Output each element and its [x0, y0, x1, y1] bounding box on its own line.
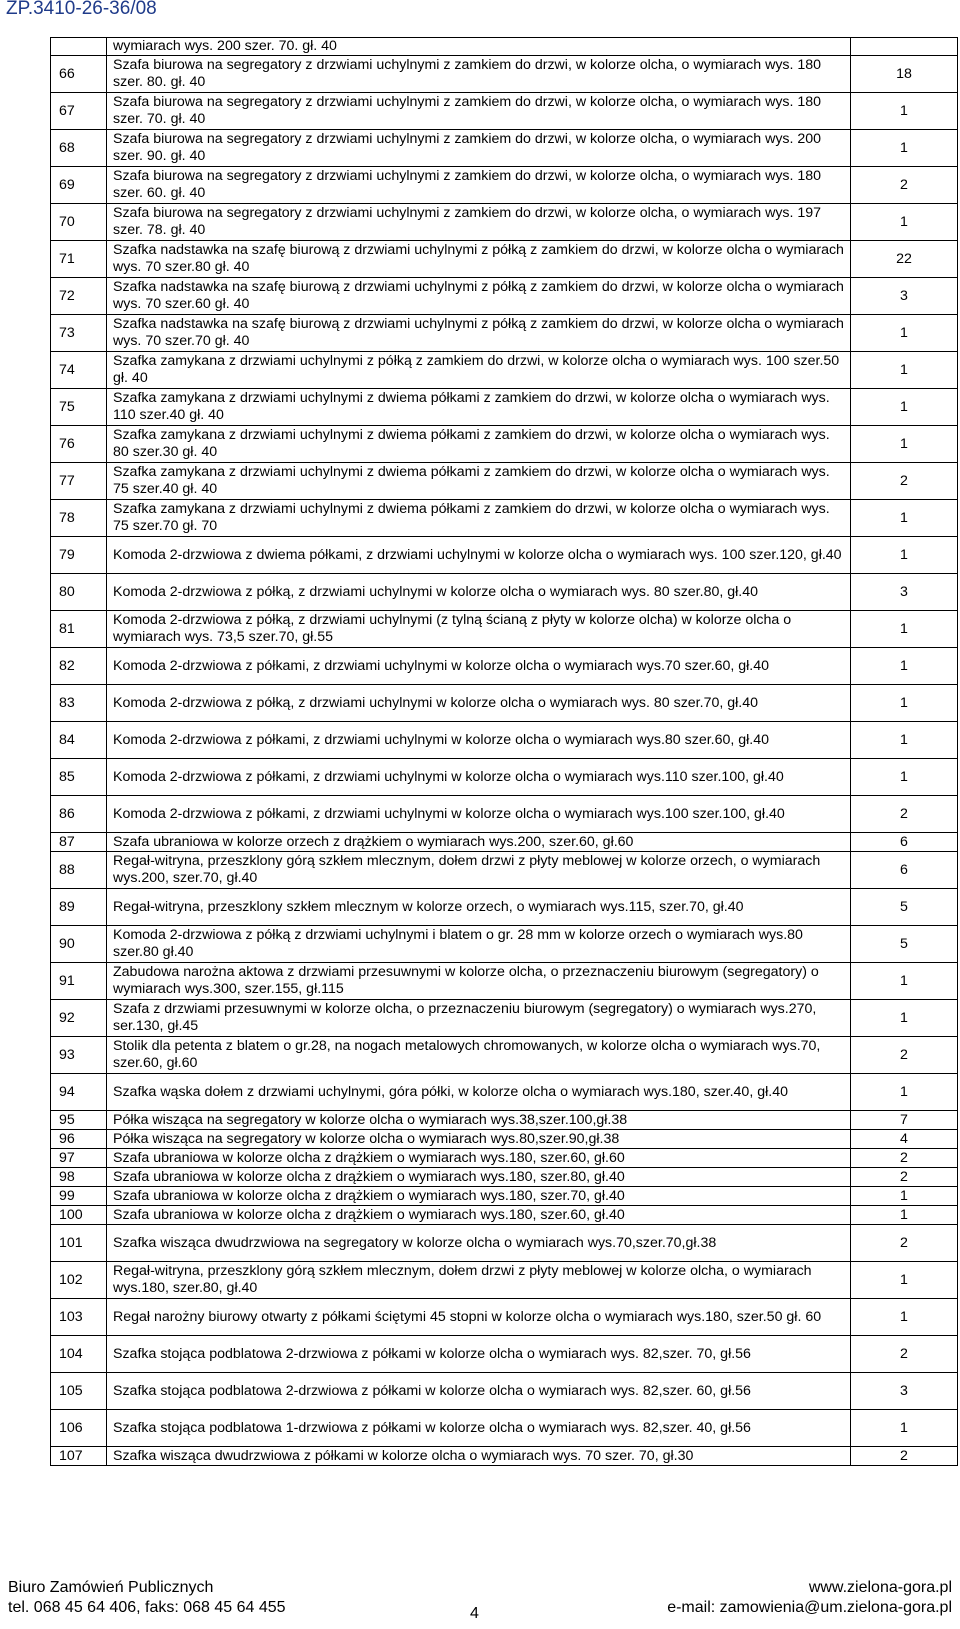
item-description: Szafka zamykana z drzwiami uchylnymi z dwiema półkami z zamkiem do drzwi, w kolorze olcha o wymiarach wys. 80 szer.30 gł. 40	[107, 426, 851, 463]
item-number: 81	[51, 611, 107, 648]
table-row	[51, 1111, 958, 1130]
table-row	[51, 574, 958, 611]
item-number: 92	[51, 1000, 107, 1037]
item-number: 66	[51, 56, 107, 93]
item-number: 94	[51, 1074, 107, 1111]
item-description: Szafka wisząca dwudrzwiowa z półkami w kolorze olcha o wymiarach wys. 70 szer. 70, gł.30	[107, 1447, 851, 1466]
item-number: 104	[51, 1336, 107, 1373]
item-description: wymiarach wys. 200 szer. 70. gł. 40	[107, 38, 851, 56]
item-number: 74	[51, 352, 107, 389]
table-row	[51, 648, 958, 685]
table-row	[51, 963, 958, 1000]
table-row	[51, 1447, 958, 1466]
item-description: Szafka nadstawka na szafę biurową z drzwiami uchylnymi z półką z zamkiem do drzwi, w kolorze olcha o wymiarach wys. 70 szer.70 gł. 40	[107, 315, 851, 352]
item-description: Szafka stojąca podblatowa 1-drzwiowa z półkami w kolorze olcha o wymiarach wys. 82,szer. 40, gł.56	[107, 1410, 851, 1447]
item-number: 101	[51, 1225, 107, 1262]
table-row	[51, 389, 958, 426]
items-table-body	[51, 38, 958, 1466]
item-quantity: 3	[851, 278, 958, 315]
table-row	[51, 722, 958, 759]
item-quantity: 1	[851, 1299, 958, 1336]
item-number: 93	[51, 1037, 107, 1074]
item-number: 91	[51, 963, 107, 1000]
item-description: Szafa biurowa na segregatory z drzwiami uchylnymi z zamkiem do drzwi, w kolorze olcha, o wymiarach wys. 180 szer. 60. gł. 40	[107, 167, 851, 204]
item-quantity: 1	[851, 1074, 958, 1111]
item-number: 67	[51, 93, 107, 130]
item-quantity: 1	[851, 315, 958, 352]
table-row	[51, 1373, 958, 1410]
item-description: Regał-witryna, przeszklony górą szkłem mlecznym, dołem drzwi z płyty meblowej w kolorze olcha, o wymiarach wys.180, szer.80, gł.40	[107, 1262, 851, 1299]
item-quantity: 18	[851, 56, 958, 93]
item-number: 77	[51, 463, 107, 500]
table-row	[51, 1336, 958, 1373]
item-number: 84	[51, 722, 107, 759]
item-quantity: 1	[851, 1000, 958, 1037]
item-quantity: 2	[851, 1037, 958, 1074]
item-quantity: 1	[851, 963, 958, 1000]
item-quantity: 2	[851, 167, 958, 204]
item-description: Szafka zamykana z drzwiami uchylnymi z dwiema półkami z zamkiem do drzwi, w kolorze olcha o wymiarach wys. 75 szer.40 gł. 40	[107, 463, 851, 500]
item-number: 78	[51, 500, 107, 537]
table-row	[51, 500, 958, 537]
item-quantity: 6	[851, 833, 958, 852]
item-quantity: 1	[851, 1187, 958, 1206]
item-quantity: 4	[851, 1130, 958, 1149]
item-number: 99	[51, 1187, 107, 1206]
table-row	[51, 926, 958, 963]
item-quantity	[851, 38, 958, 56]
item-description: Komoda 2-drzwiowa z półkami, z drzwiami uchylnymi w kolorze olcha o wymiarach wys.100 szer.100, gł.40	[107, 796, 851, 833]
item-quantity: 1	[851, 352, 958, 389]
footer-email[interactable]: e-mail: zamowienia@um.zielona-gora.pl	[667, 1599, 952, 1616]
item-description: Szafka stojąca podblatowa 2-drzwiowa z półkami w kolorze olcha o wymiarach wys. 82,szer. 60, gł.56	[107, 1373, 851, 1410]
table-row	[51, 796, 958, 833]
item-number: 89	[51, 889, 107, 926]
item-quantity: 5	[851, 889, 958, 926]
table-row	[51, 1130, 958, 1149]
item-number: 85	[51, 759, 107, 796]
item-description: Szafa biurowa na segregatory z drzwiami uchylnymi z zamkiem do drzwi, w kolorze olcha, o wymiarach wys. 200 szer. 90. gł. 40	[107, 130, 851, 167]
item-description: Szafa ubraniowa w kolorze orzech z drążkiem o wymiarach wys.200, szer.60, gł.60	[107, 833, 851, 852]
item-number: 106	[51, 1410, 107, 1447]
item-number: 98	[51, 1168, 107, 1187]
table-row	[51, 1225, 958, 1262]
table-row	[51, 38, 958, 56]
item-description: Półka wisząca na segregatory w kolorze olcha o wymiarach wys.80,szer.90,gł.38	[107, 1130, 851, 1149]
footer-phone-fax: tel. 068 45 64 406, faks: 068 45 64 455	[8, 1599, 286, 1616]
item-quantity: 2	[851, 1149, 958, 1168]
item-number: 96	[51, 1130, 107, 1149]
table-row	[51, 1206, 958, 1225]
item-description: Zabudowa narożna aktowa z drzwiami przesuwnymi w kolorze olcha, o przeznaczeniu biurowym (segregatory) o wymiarach wys.300, szer.155, gł.115	[107, 963, 851, 1000]
table-row	[51, 278, 958, 315]
item-quantity: 1	[851, 500, 958, 537]
table-row	[51, 685, 958, 722]
item-number: 102	[51, 1262, 107, 1299]
item-quantity: 1	[851, 611, 958, 648]
item-number: 103	[51, 1299, 107, 1336]
footer-website[interactable]: www.zielona-gora.pl	[808, 1579, 952, 1596]
item-number: 75	[51, 389, 107, 426]
item-description: Półka wisząca na segregatory w kolorze olcha o wymiarach wys.38,szer.100,gł.38	[107, 1111, 851, 1130]
item-quantity: 5	[851, 926, 958, 963]
item-description: Regał-witryna, przeszklony szkłem mlecznym w kolorze orzech, o wymiarach wys.115, szer.70, gł.40	[107, 889, 851, 926]
item-number: 86	[51, 796, 107, 833]
item-description: Szafa ubraniowa w kolorze olcha z drążkiem o wymiarach wys.180, szer.60, gł.40	[107, 1206, 851, 1225]
item-number: 88	[51, 852, 107, 889]
item-number	[51, 38, 107, 56]
table-row	[51, 537, 958, 574]
table-row	[51, 1074, 958, 1111]
item-quantity: 2	[851, 1447, 958, 1466]
item-description: Szafka stojąca podblatowa 2-drzwiowa z półkami w kolorze olcha o wymiarach wys. 82,szer. 70, gł.56	[107, 1336, 851, 1373]
table-row	[51, 1000, 958, 1037]
item-description: Szafka nadstawka na szafę biurową z drzwiami uchylnymi z półką z zamkiem do drzwi, w kolorze olcha o wymiarach wys. 70 szer.60 gł. 40	[107, 278, 851, 315]
item-description: Szafka wisząca dwudrzwiowa na segregatory w kolorze olcha o wymiarach wys.70,szer.70,gł.38	[107, 1225, 851, 1262]
table-row	[51, 1410, 958, 1447]
item-quantity: 22	[851, 241, 958, 278]
item-quantity: 1	[851, 389, 958, 426]
item-description: Szafka nadstawka na szafę biurową z drzwiami uchylnymi z półką z zamkiem do drzwi, w kolorze olcha o wymiarach wys. 70 szer.80 gł. 40	[107, 241, 851, 278]
item-number: 100	[51, 1206, 107, 1225]
item-quantity: 1	[851, 537, 958, 574]
table-row	[51, 204, 958, 241]
item-quantity: 2	[851, 463, 958, 500]
item-number: 82	[51, 648, 107, 685]
item-quantity: 1	[851, 722, 958, 759]
item-description: Komoda 2-drzwiowa z półkami, z drzwiami uchylnymi w kolorze olcha o wymiarach wys.80 szer.60, gł.40	[107, 722, 851, 759]
item-quantity: 1	[851, 1206, 958, 1225]
table-row	[51, 1168, 958, 1187]
table-row	[51, 426, 958, 463]
table-row	[51, 852, 958, 889]
item-description: Komoda 2-drzwiowa z półkami, z drzwiami uchylnymi w kolorze olcha o wymiarach wys.70 szer.60, gł.40	[107, 648, 851, 685]
table-row	[51, 759, 958, 796]
item-description: Stolik dla petenta z blatem o gr.28, na nogach metalowych chromowanych, w kolorze olcha o wymiarach wys.70, szer.60, gł.60	[107, 1037, 851, 1074]
item-quantity: 1	[851, 93, 958, 130]
page-number: 4	[470, 1605, 479, 1622]
item-description: Komoda 2-drzwiowa z półką, z drzwiami uchylnymi w kolorze olcha o wymiarach wys. 80 szer.70, gł.40	[107, 685, 851, 722]
document-code: ZP.3410-26-36/08	[6, 0, 157, 19]
item-description: Szafka wąska dołem z drzwiami uchylnymi, góra półki, w kolorze olcha o wymiarach wys.180, szer.40, gł.40	[107, 1074, 851, 1111]
item-number: 69	[51, 167, 107, 204]
item-number: 87	[51, 833, 107, 852]
table-row	[51, 1187, 958, 1206]
table-row	[51, 833, 958, 852]
item-number: 73	[51, 315, 107, 352]
item-description: Szafka zamykana z drzwiami uchylnymi z półką z zamkiem do drzwi, w kolorze olcha o wymiarach wys. 100 szer.50 gł. 40	[107, 352, 851, 389]
item-number: 79	[51, 537, 107, 574]
table-row	[51, 241, 958, 278]
item-number: 68	[51, 130, 107, 167]
item-quantity: 2	[851, 1168, 958, 1187]
item-description: Komoda 2-drzwiowa z dwiema półkami, z drzwiami uchylnymi w kolorze olcha o wymiarach wys. 100 szer.120, gł.40	[107, 537, 851, 574]
item-number: 70	[51, 204, 107, 241]
item-quantity: 1	[851, 1262, 958, 1299]
item-number: 72	[51, 278, 107, 315]
item-description: Szafa biurowa na segregatory z drzwiami uchylnymi z zamkiem do drzwi, w kolorze olcha, o wymiarach wys. 180 szer. 80. gł. 40	[107, 56, 851, 93]
item-number: 80	[51, 574, 107, 611]
table-row	[51, 463, 958, 500]
table-row	[51, 1299, 958, 1336]
item-description: Szafa biurowa na segregatory z drzwiami uchylnymi z zamkiem do drzwi, w kolorze olcha, o wymiarach wys. 197 szer. 78. gł. 40	[107, 204, 851, 241]
item-number: 83	[51, 685, 107, 722]
item-description: Regał narożny biurowy otwarty z półkami ściętymi 45 stopni w kolorze olcha o wymiarach wys.180, szer.50 gł. 60	[107, 1299, 851, 1336]
item-number: 107	[51, 1447, 107, 1466]
table-row	[51, 93, 958, 130]
item-description: Komoda 2-drzwiowa z półkami, z drzwiami uchylnymi w kolorze olcha o wymiarach wys.110 szer.100, gł.40	[107, 759, 851, 796]
item-quantity: 3	[851, 574, 958, 611]
item-quantity: 2	[851, 1336, 958, 1373]
item-number: 95	[51, 1111, 107, 1130]
footer-office-name: Biuro Zamówień Publicznych	[8, 1579, 214, 1596]
item-number: 71	[51, 241, 107, 278]
table-row	[51, 611, 958, 648]
item-quantity: 1	[851, 1410, 958, 1447]
item-quantity: 1	[851, 130, 958, 167]
item-quantity: 1	[851, 648, 958, 685]
item-description: Szafka zamykana z drzwiami uchylnymi z dwiema półkami z zamkiem do drzwi, w kolorze olcha o wymiarach wys. 110 szer.40 gł. 40	[107, 389, 851, 426]
item-quantity: 1	[851, 426, 958, 463]
table-row	[51, 889, 958, 926]
item-quantity: 3	[851, 1373, 958, 1410]
table-row	[51, 130, 958, 167]
item-description: Szafa ubraniowa w kolorze olcha z drążkiem o wymiarach wys.180, szer.70, gł.40	[107, 1187, 851, 1206]
table-row	[51, 1037, 958, 1074]
table-row	[51, 1262, 958, 1299]
items-table	[50, 37, 958, 1466]
item-description: Szafa ubraniowa w kolorze olcha z drążkiem o wymiarach wys.180, szer.60, gł.60	[107, 1149, 851, 1168]
item-quantity: 1	[851, 204, 958, 241]
item-description: Szafa ubraniowa w kolorze olcha z drążkiem o wymiarach wys.180, szer.80, gł.40	[107, 1168, 851, 1187]
item-number: 97	[51, 1149, 107, 1168]
item-quantity: 2	[851, 796, 958, 833]
item-description: Komoda 2-drzwiowa z półką z drzwiami uchylnymi i blatem o gr. 28 mm w kolorze orzech o wymiarach wys.80 szer.80 gł.40	[107, 926, 851, 963]
item-number: 105	[51, 1373, 107, 1410]
table-row	[51, 56, 958, 93]
item-description: Regał-witryna, przeszklony górą szkłem mlecznym, dołem drzwi z płyty meblowej w kolorze orzech, o wymiarach wys.200, szer.70, gł.40	[107, 852, 851, 889]
item-description: Szafa biurowa na segregatory z drzwiami uchylnymi z zamkiem do drzwi, w kolorze olcha, o wymiarach wys. 180 szer. 70. gł. 40	[107, 93, 851, 130]
table-row	[51, 315, 958, 352]
table-row	[51, 352, 958, 389]
item-quantity: 6	[851, 852, 958, 889]
item-description: Komoda 2-drzwiowa z półką, z drzwiami uchylnymi (z tylną ścianą z płyty w kolorze olcha) w kolorze olcha o wymiarach wys. 73,5 szer.70, gł.55	[107, 611, 851, 648]
item-description: Komoda 2-drzwiowa z półką, z drzwiami uchylnymi w kolorze olcha o wymiarach wys. 80 szer.80, gł.40	[107, 574, 851, 611]
item-number: 90	[51, 926, 107, 963]
table-row	[51, 167, 958, 204]
item-quantity: 2	[851, 1225, 958, 1262]
table-row	[51, 1149, 958, 1168]
item-quantity: 7	[851, 1111, 958, 1130]
item-quantity: 1	[851, 759, 958, 796]
item-number: 76	[51, 426, 107, 463]
item-description: Szafa z drzwiami przesuwnymi w kolorze olcha, o przeznaczeniu biurowym (segregatory) o wymiarach wys.270, ser.130, gł.45	[107, 1000, 851, 1037]
item-description: Szafka zamykana z drzwiami uchylnymi z dwiema półkami z zamkiem do drzwi, w kolorze olcha o wymiarach wys. 75 szer.70 gł. 70	[107, 500, 851, 537]
item-quantity: 1	[851, 685, 958, 722]
